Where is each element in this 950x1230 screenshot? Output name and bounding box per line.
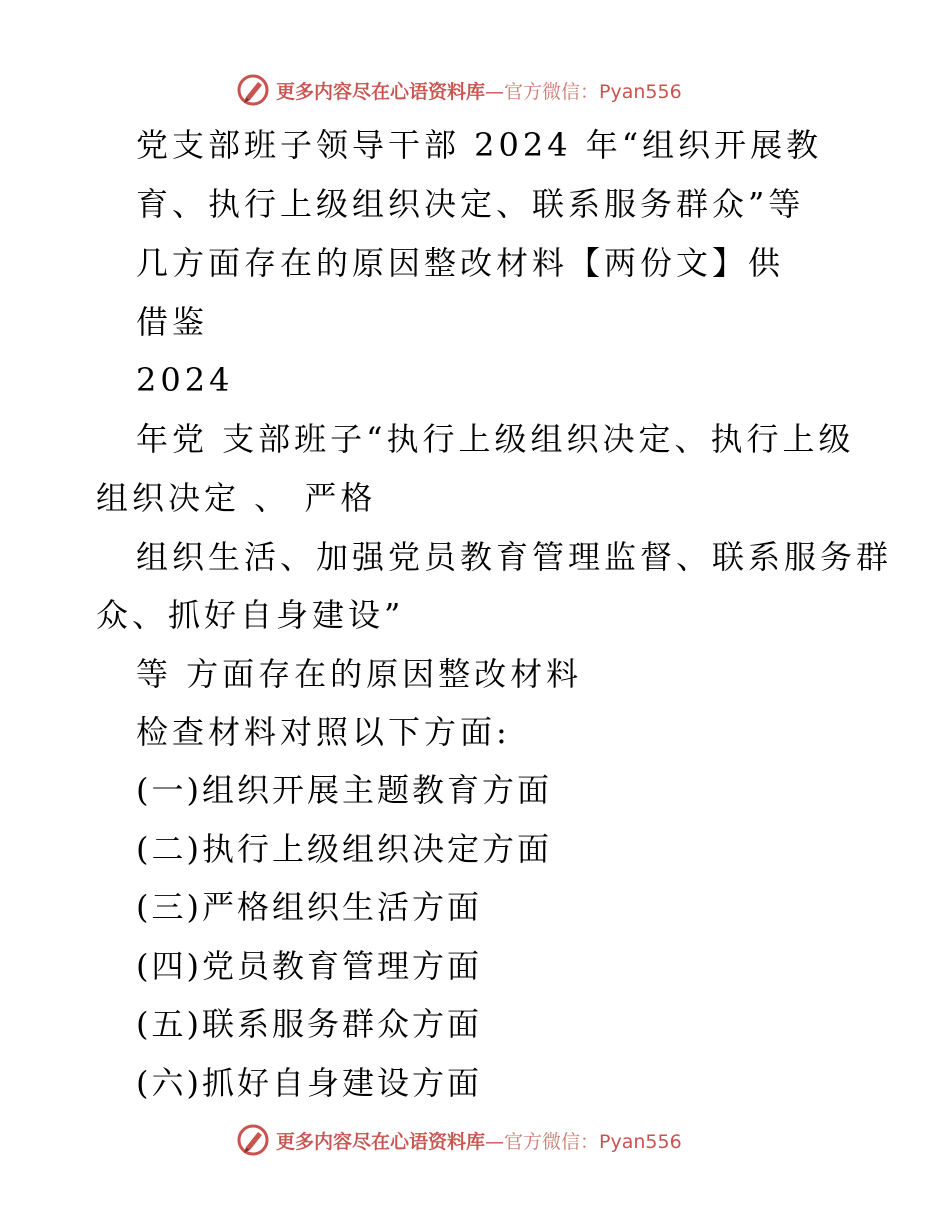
title-line-2: 育、执行上级组织决定、联系服务群众”等 [136, 185, 805, 223]
title-line-4: 借鉴 [136, 303, 209, 341]
watermark-site-text: 更多内容尽在心语资料库 [276, 80, 486, 103]
watermark-wechat-label: 官方微信： [504, 80, 600, 103]
watermark-banner-bottom [0, 1120, 950, 1160]
list-item-6: (六)抓好自身建设方面 [136, 1064, 482, 1102]
body-line-4: 组织生活、加强党员教育管理监督、联系服务群 [136, 538, 893, 576]
body-line-6: 等 方面存在的原因整改材料 [136, 655, 583, 693]
body-line-2: 年党 支部班子“执行上级组织决定、执行上级 [136, 420, 855, 458]
body-line-3: 组织决定 、 严格 [96, 479, 377, 517]
watermark-wechat-id: Pyan556 [599, 1130, 682, 1153]
title-line-1: 党支部班子领导干部 2024 年“组织开展教 [136, 126, 823, 164]
body-line-7: 检查材料对照以下方面: [136, 713, 511, 751]
list-item-5: (五)联系服务群众方面 [136, 1005, 482, 1043]
watermark-separator: — [485, 80, 505, 103]
watermark-banner-top [0, 70, 950, 110]
watermark-wechat-id: Pyan556 [599, 80, 682, 103]
pen-circle-logo-icon [236, 73, 270, 107]
watermark-wechat-label: 官方微信： [504, 1130, 600, 1153]
watermark-site-text: 更多内容尽在心语资料库 [276, 1130, 486, 1153]
pen-circle-logo-icon [236, 1123, 270, 1157]
watermark-separator: — [485, 1130, 505, 1153]
list-item-2: (二)执行上级组织决定方面 [136, 830, 552, 868]
title-line-3: 几方面存在的原因整改材料【两份文】供 [136, 244, 785, 282]
list-item-4: (四)党员教育管理方面 [136, 947, 482, 985]
body-line-year: 2024 [136, 361, 234, 399]
list-item-1: (一)组织开展主题教育方面 [136, 771, 552, 809]
list-item-3: (三)严格组织生活方面 [136, 888, 482, 926]
body-line-5: 众、抓好自身建设” [96, 596, 405, 634]
